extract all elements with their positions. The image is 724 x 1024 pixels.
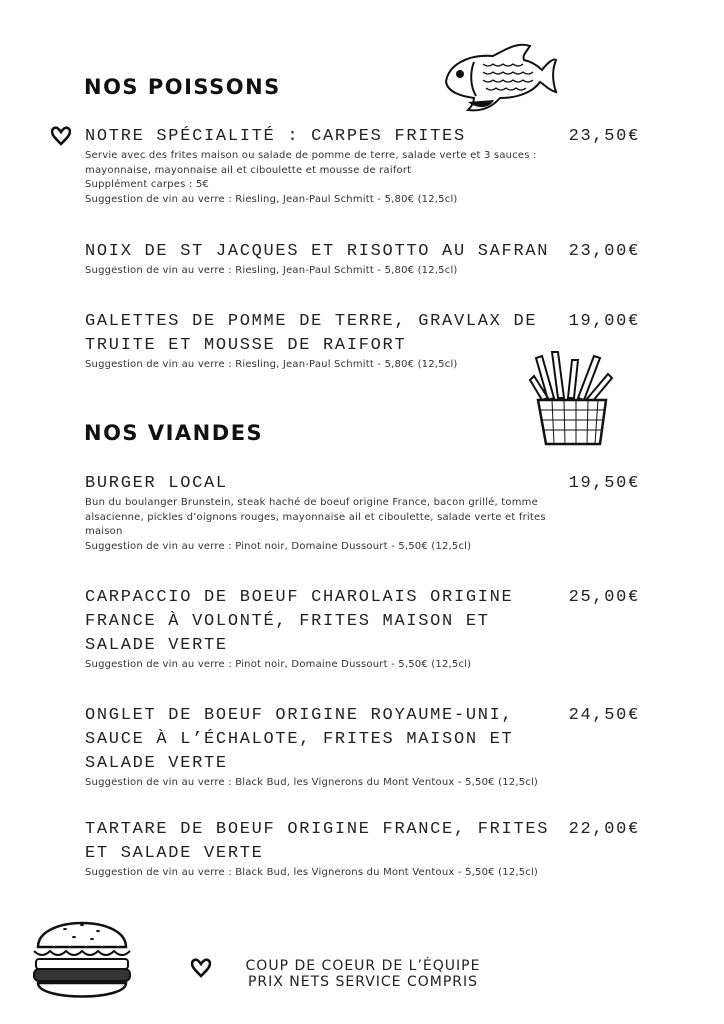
wine-suggestion: Suggestion de vin au verre : Riesling, Jean-Paul Schmitt - 5,80€ (12,5cl)	[85, 359, 458, 370]
menu-item-galettes	[85, 310, 640, 373]
item-price: 24,50€	[568, 706, 640, 725]
wine-suggestion: Suggestion de vin au verre : Pinot noir, Domaine Dussourt - 5,50€ (12,5cl)	[85, 540, 472, 552]
menu-item-st-jacques	[85, 240, 640, 279]
burger-illustration	[30, 905, 134, 1005]
item-description: mayonnaise, mayonnaise ail et ciboulette et mousse de raifort	[85, 164, 412, 176]
item-title: NOIX DE ST JACQUES ET RISOTTO AU SAFRAN	[85, 242, 550, 261]
wine-suggestion: Suggestion de vin au verre : Pinot noir, Domaine Dussourt - 5,50€ (12,5cl)	[85, 659, 472, 670]
item-title: SALADE VERTE	[85, 636, 228, 655]
wine-suggestion: Suggestion de vin au verre : Riesling, Jean-Paul Schmitt - 5,80€ (12,5cl)	[85, 265, 458, 276]
wine-suggestion: Suggestion de vin au verre : Black Bud, les Vignerons du Mont Ventoux - 5,50€ (12,5cl)	[85, 777, 539, 788]
item-title: NOTRE SPÉCIALITÉ : CARPES FRITES	[85, 127, 466, 146]
section-heading-poissons: NOS POISSONS	[84, 75, 281, 99]
item-description: Bun du boulanger Brunstein, steak haché de boeuf origine France, bacon grillé, tomme	[85, 497, 538, 508]
footer-price-note: PRIX NETS SERVICE COMPRIS	[247, 974, 479, 990]
item-title: SALADE VERTE	[85, 754, 228, 773]
menu-item-burger	[85, 472, 640, 554]
item-title: GALETTES DE POMME DE TERRE, GRAVLAX DE	[85, 312, 538, 331]
menu-item-carpaccio	[85, 586, 640, 673]
item-title: ONGLET DE BOEUF ORIGINE ROYAUME-UNI,	[85, 706, 514, 725]
wine-suggestion: Suggestion de vin au verre : Riesling, Jean-Paul Schmitt - 5,80€ (12,5cl)	[85, 193, 458, 205]
section-heading-viandes: NOS VIANDES	[84, 421, 264, 445]
item-description: Servie avec des frites maison ou salade de pomme de terre, salade verte et 3 sauces :	[85, 150, 537, 161]
footer-note	[222, 958, 504, 990]
item-title: TRUITE ET MOUSSE DE RAIFORT	[85, 336, 407, 355]
footer-favorite-legend: COUP DE COEUR DE L’ÉQUIPE	[245, 958, 481, 974]
item-price: 19,50€	[568, 474, 640, 493]
item-description: maison	[85, 526, 123, 537]
heart-icon	[191, 958, 211, 978]
item-price: 22,00€	[568, 820, 640, 839]
item-title: SAUCE À L’ÉCHALOTE, FRITES MAISON ET	[85, 730, 514, 749]
menu-item-carpes-frites	[85, 125, 640, 207]
item-title: ET SALADE VERTE	[85, 844, 264, 863]
item-price: 23,00€	[568, 242, 640, 261]
wine-suggestion: Suggestion de vin au verre : Black Bud, les Vignerons du Mont Ventoux - 5,50€ (12,5cl)	[85, 867, 539, 878]
item-description: alsacienne, pickles d’oignons rouges, mayonnaise ail et ciboulette, salade verte et frites	[85, 511, 546, 523]
item-title: FRANCE À VOLONTÉ, FRITES MAISON ET	[85, 612, 490, 631]
item-title: CARPACCIO DE BOEUF CHAROLAIS ORIGINE	[85, 588, 514, 607]
menu-item-onglet	[85, 704, 640, 791]
menu-item-tartare	[85, 818, 640, 881]
item-title: BURGER LOCAL	[85, 474, 228, 493]
item-title: TARTARE DE BOEUF ORIGINE FRANCE, FRITES	[85, 820, 550, 839]
fish-illustration	[438, 40, 558, 115]
item-price: 23,50€	[568, 127, 640, 146]
heart-icon	[51, 126, 71, 146]
item-supplement: Supplément carpes : 5€	[85, 179, 209, 190]
item-price: 19,00€	[568, 312, 640, 331]
item-price: 25,00€	[568, 588, 640, 607]
